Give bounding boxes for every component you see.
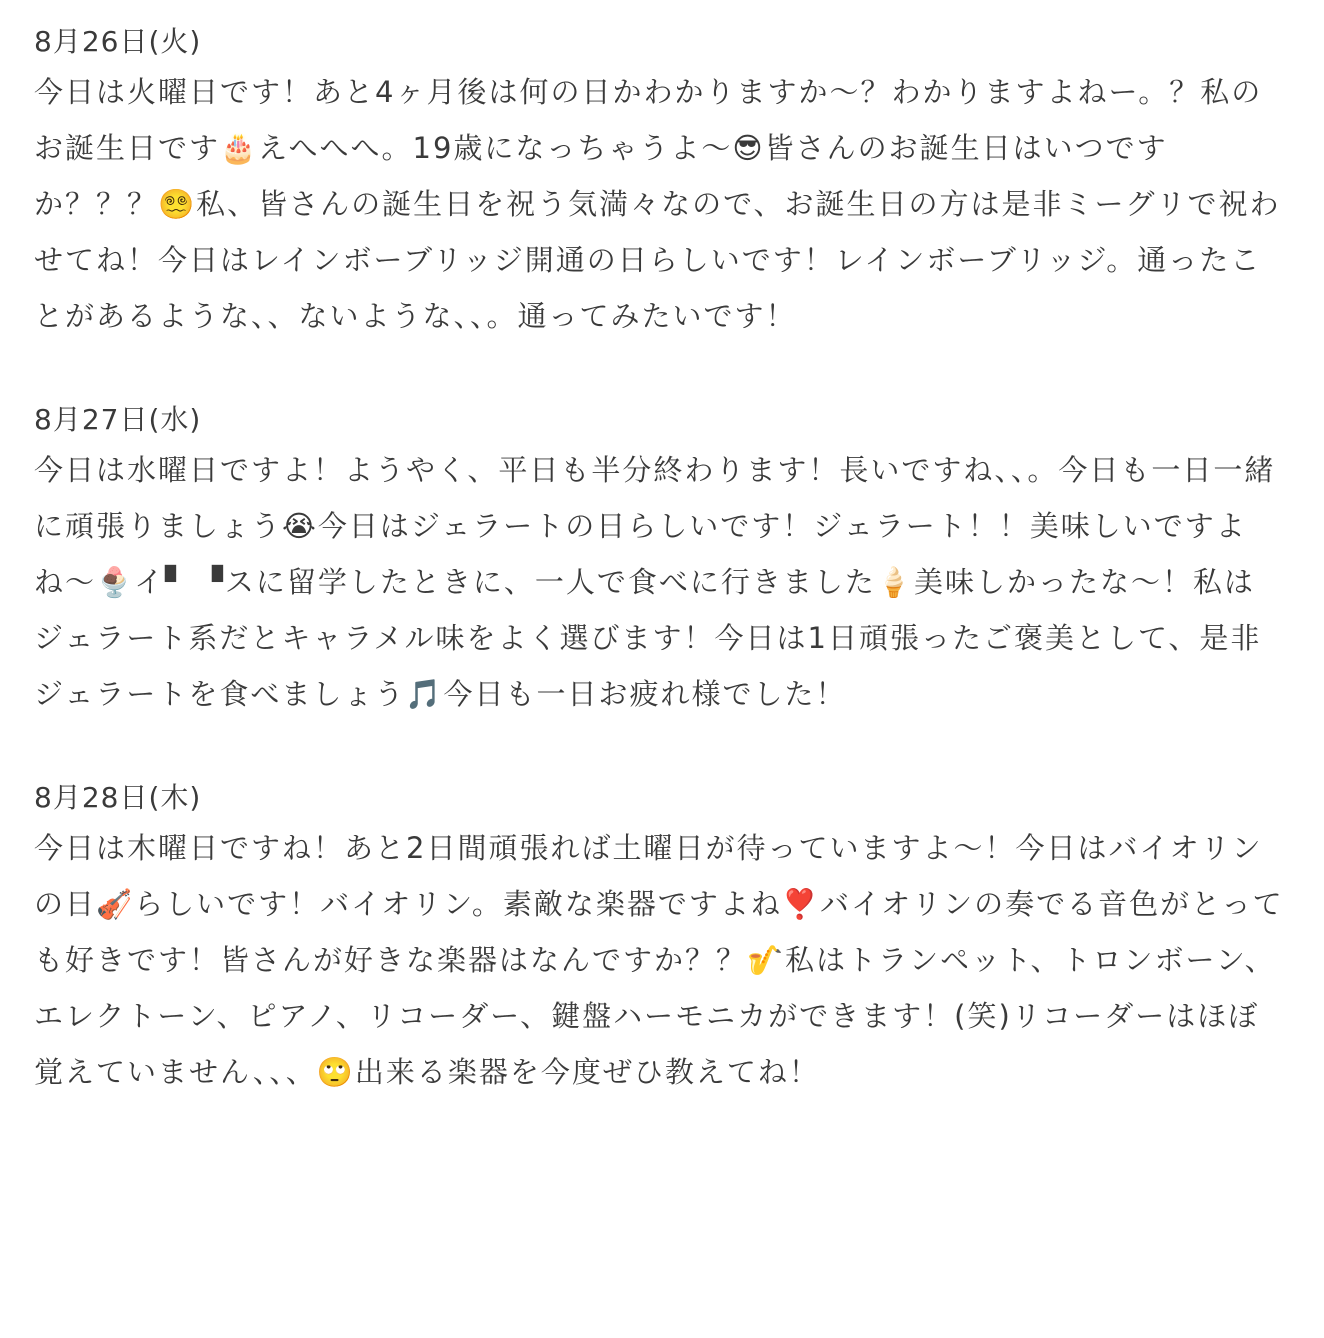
diary-entry-aug-26	[34, 22, 1284, 344]
entry-date: 8月28日(木)	[34, 781, 202, 814]
diary-entry-aug-27	[34, 400, 1284, 722]
entry-text: 今日は水曜日ですよ！ようやく、平日も半分終わります！長いですね、、。今日も一日一緒に頑張りましょう😭今日はジェラートの日らしいです！ジェラート！！美味しいですよね〜🍨イ▘ ▝スに留学したときに、一人で食べに行きました🍦美味しかったな〜！私はジェラート系だとキャラメル味をよく選びます！今日は1日頑張ったご褒美として、是非ジェラートを食べましょう🎵今日も一日お疲れ様でした！	[34, 453, 1276, 711]
entry-date: 8月27日(水)	[34, 403, 202, 436]
entry-text: 今日は火曜日です！あと4ヶ月後は何の日かわかりますか〜？わかりますよねー。？私のお誕生日です🎂えへへへ。19歳になっちゃうよ〜😎皆さんのお誕生日はいつですか？？？😵‍💫私、皆さんの誕生日を祝う気満々なので、お誕生日の方は是非ミーグリで祝わせてね！今日はレインボーブリッジ開通の日らしいです！レインボーブリッジ。通ったことがあるような、、ないような、、。通ってみたいです！	[34, 75, 1281, 333]
diary-entry-aug-28	[34, 778, 1284, 1100]
entry-date: 8月26日(火)	[34, 25, 202, 58]
entry-text: 今日は木曜日ですね！あと2日間頑張れば土曜日が待っていますよ〜！今日はバイオリンの日🎻らしいです！バイオリン。素敵な楽器ですよね❣️バイオリンの奏でる音色がとっても好きです！皆さんが好きな楽器はなんですか？？🎷私はトランペット、トロンボーン、エレクトーン、ピアノ、リコーダー、鍵盤ハーモニカができます！(笑)リコーダーはほぼ覚えていません、、、🙄出来る楽器を今度ぜひ教えてね！	[34, 831, 1284, 1089]
